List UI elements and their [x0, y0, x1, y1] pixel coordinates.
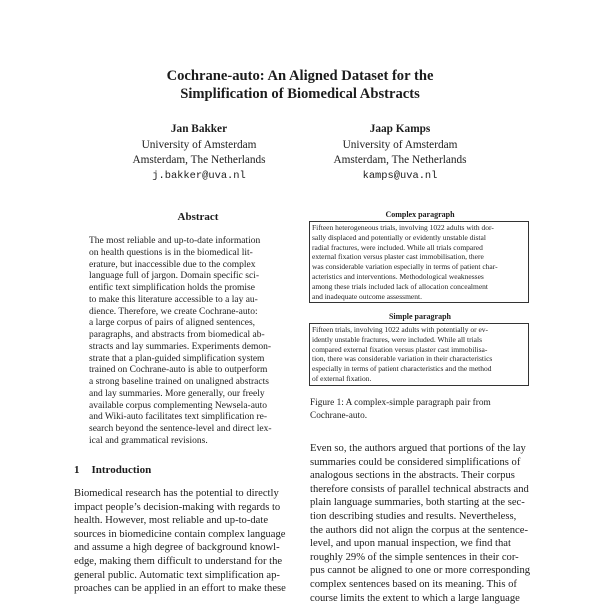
complex-line: radial fractures, were included. While all trials compared	[312, 242, 483, 252]
body-line: plain language summaries, both starting at the sec-	[310, 497, 525, 509]
abstract-line: paragraphs, and abstracts from biomedical ab-	[89, 330, 265, 340]
complex-line: was considerable variation especially in terms of patient char-	[312, 262, 498, 272]
body-line: pus cannot be aligned to one or more corresponding	[310, 565, 531, 577]
body-line: course limits the extent to which a large language	[310, 592, 520, 604]
body-line: level, and upon manual inspection, we find that	[310, 538, 511, 550]
complex-paragraph-heading: Complex paragraph	[385, 210, 455, 219]
figure-caption	[310, 397, 530, 422]
abstract-line: ical and grammatical revisions.	[89, 435, 208, 446]
simple-line: Fifteen trials, involving 1022 adults with potentially or ev-	[312, 325, 489, 334]
complex-line: among these trials included lack of allocation concealment	[312, 281, 488, 291]
body-line: the authors did not align the corpus at the sentence-	[310, 524, 528, 536]
body-line: complex sentences based on its meaning. This of	[310, 578, 517, 590]
body-line: analogous sections in the abstracts. Their corpus	[310, 470, 515, 482]
author-name: Jan Bakker	[170, 123, 228, 135]
intro-line: proaches can be applied in an effort to make these	[74, 583, 286, 595]
intro-line: general public. Automatic text simplification ap-	[74, 569, 280, 581]
abstract-line: a strong baseline trained on unaligned abstracts	[89, 377, 269, 387]
simple-line: compared external fixation versus plaster cast immobilisa-	[312, 344, 488, 354]
abstract-line: and Wiki-auto facilitates text simplification re-	[89, 412, 268, 423]
author-location: Amsterdam, The Netherlands	[132, 154, 266, 167]
complex-line: sally displaced and potentially or evidently unstable distal	[312, 232, 486, 242]
caption-line: Cochrane-auto.	[310, 410, 368, 421]
abstract-heading: Abstract	[177, 211, 219, 223]
simple-line: idently unstable fractures, were included. While all trials	[312, 334, 483, 344]
intro-line: sources in biomedicine contain complex language	[74, 528, 286, 540]
author-location: Amsterdam, The Netherlands	[333, 154, 467, 167]
author-name: Jaap Kamps	[369, 123, 431, 135]
body-line: therefore consists of parallel technical abstracts and	[310, 483, 529, 495]
author-affiliation: University of Amsterdam	[141, 138, 257, 151]
section-number: 1	[74, 464, 80, 476]
body-line: tion describing studies and results. Nevertheless,	[310, 510, 517, 522]
complex-paragraph-box	[309, 221, 529, 303]
intro-line: health. However, most reliable and up-to-date	[74, 515, 269, 527]
abstract-line: trained on Cochrane-auto is able to outperform	[89, 365, 268, 376]
abstract-line: and lay summaries. More generally, our freely	[89, 388, 265, 399]
abstract-line: entific text simplification holds the promise	[89, 283, 255, 293]
intro-line: Biomedical research has the potential to directly	[74, 488, 279, 499]
complex-line: Fifteen heterogeneous trials, involving 1022 adults with dor-	[312, 223, 494, 232]
abstract-line: The most reliable and up-to-date information	[89, 236, 261, 246]
abstract-line: stracts and lay summaries. Experiments demon-	[89, 341, 272, 352]
abstract-line: search beyond the sentence-level and direct lex-	[89, 424, 272, 434]
title-line: Simplification of Biomedical Abstracts	[180, 86, 420, 102]
paper-title	[0, 67, 600, 103]
simple-paragraph-heading: Simple paragraph	[388, 312, 451, 321]
complex-line: external fixation versus plaster cast immobilisation, there	[312, 252, 484, 262]
abstract-body	[89, 236, 307, 448]
right-column-body	[310, 442, 532, 605]
simple-line: especially in terms of patient characteristics and the method	[312, 364, 492, 374]
abstract-line: dience. Therefore, we create Cochrane-auto:	[89, 306, 258, 317]
abstract-line: to make this literature accessible to a lay au-	[89, 294, 258, 305]
abstract-line: on health questions is in the biomedical lit-	[89, 247, 253, 258]
author-block-2	[290, 122, 510, 184]
body-line: Even so, the authors argued that portions of the lay	[310, 443, 526, 454]
abstract-line: erature, but inaccessible due to the complex	[89, 259, 256, 270]
simple-line: tion, there was considerable variation in their characteristics	[312, 354, 493, 364]
abstract-line: a large corpus of pairs of aligned sentences,	[89, 318, 256, 329]
caption-line: Figure 1: A complex-simple paragraph pair from	[310, 398, 491, 408]
author-affiliation: University of Amsterdam	[342, 138, 458, 151]
complex-line: acteristics and interventions. Methodological weaknesses	[312, 271, 484, 281]
simple-line: of external fixation.	[312, 373, 372, 383]
abstract-line: language full of jargon. Domain specific sci-	[89, 271, 259, 282]
intro-line: and assume a high degree of background knowl-	[74, 542, 280, 554]
introduction-body	[74, 487, 304, 596]
title-line: Cochrane-auto: An Aligned Dataset for the	[166, 68, 434, 84]
author-email: kamps@uva.nl	[362, 169, 438, 182]
complex-line: and inadequate outcome assessment.	[312, 291, 422, 301]
author-block-1	[89, 122, 309, 184]
body-line: roughly 29% of the simple sentences in their cor-	[310, 551, 519, 563]
section-title: Introduction	[91, 464, 152, 476]
abstract-line: strate that a plan-guided simplification system	[89, 353, 265, 364]
simple-paragraph-box	[309, 323, 529, 386]
intro-line: edge, making them difficult to understand for the	[74, 555, 283, 567]
author-email: j.bakker@uva.nl	[152, 169, 246, 182]
section-heading-introduction	[74, 464, 163, 476]
abstract-line: available corpus complementing Newsela-auto	[89, 400, 268, 411]
intro-line: impact people’s decision-making with regards to	[74, 501, 281, 513]
body-line: summaries could be considered simplifications of	[310, 456, 521, 468]
